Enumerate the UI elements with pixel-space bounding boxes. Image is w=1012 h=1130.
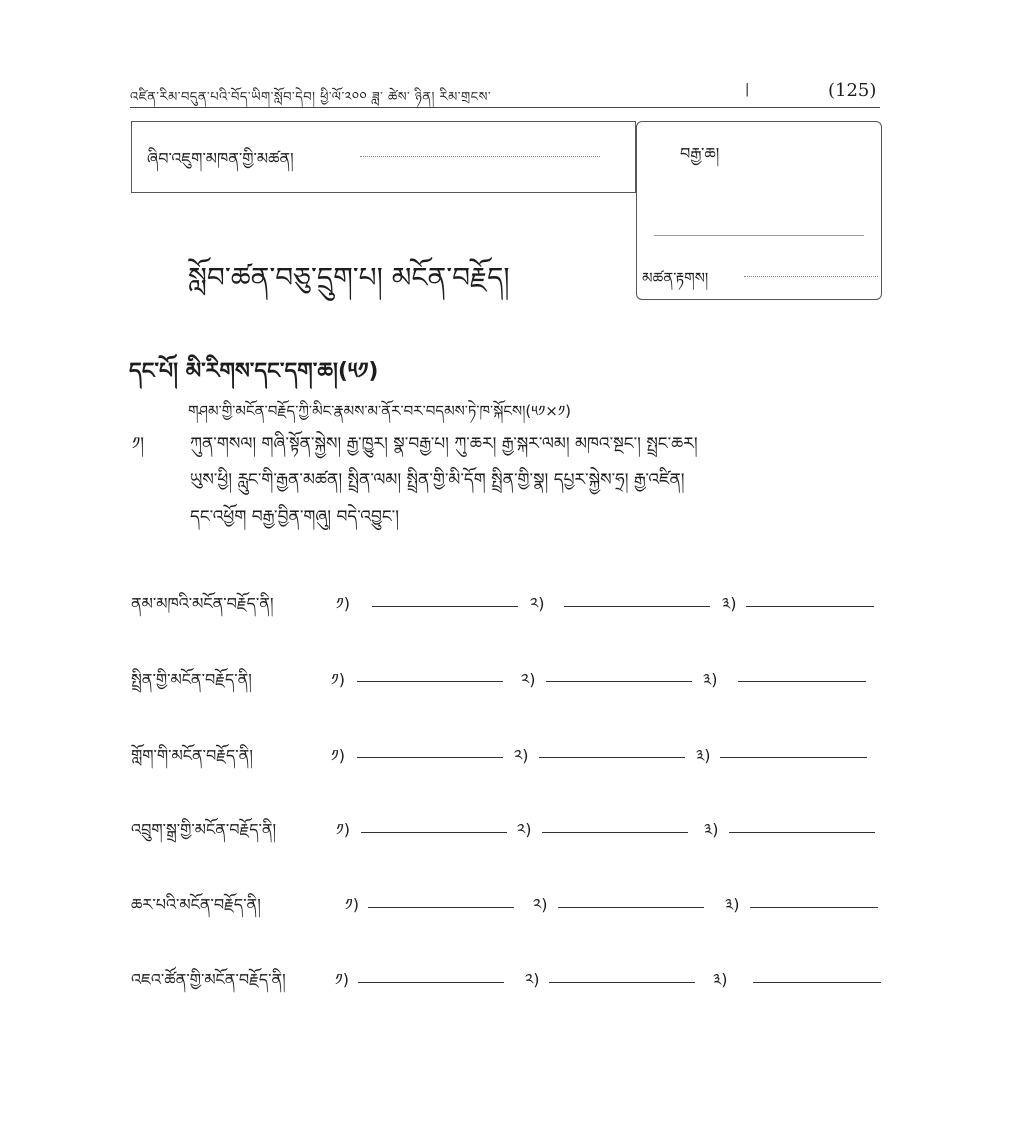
name-label: ཞིབ་འཇུག་མཁན་གྱི་མཚན། [147,149,294,168]
signature-dotted-line[interactable] [744,276,878,277]
header-separator: | [745,82,750,97]
answer-blank-2[interactable] [564,606,710,607]
word-line-1: ཀུན་གསལ། གཞི་སྟོན་སྐྱེས། རྒྱ་ཁྱུར། སྣ་བརྒྱ་པ། ཀུ་ཆར། རྒྱ་སྐར་ལམ། མཁའ་སྔང་། སྤྲང་ཆར། [190,434,698,454]
answer-blank-2[interactable] [558,907,704,908]
fill-row-label: ཆར་པའི་མངོན་བརྗོད་ནི། [131,895,261,914]
answer-number-3: ༣) [704,820,719,839]
page-number: (125) [828,80,877,101]
answer-blank-3[interactable] [729,832,875,833]
lesson-title: སློབ་ཚན་བཅུ་དྲུག་པ། མངོན་བརྗོད། [188,261,510,294]
answer-blank-3[interactable] [746,606,874,607]
answer-number-3: ༣) [703,670,718,689]
answer-number-2: ༢) [525,970,540,989]
instruction: གཤམ་གྱི་མངོན་བརྗོད་ཀྱི་མིང་རྣམས་མ་ནོར་བར་བདམས་ཏེ་ཁ་སྐོངས།(༥༡×༡) [188,402,571,420]
fill-row-label: གློག་གི་མངོན་བརྗོད་ནི། [131,746,253,765]
answer-number-2: ༢) [517,820,532,839]
answer-number-1: ༡) [331,746,345,765]
answer-number-2: ༢) [530,594,545,613]
score-label: བརྒྱ་ཆ། [680,144,720,163]
answer-blank-1[interactable] [361,832,507,833]
answer-blank-1[interactable] [357,681,503,682]
answer-blank-3[interactable] [753,982,881,983]
fill-row-label: འཇའ་ཚོན་གྱི་མངོན་བརྗོད་ནི། [131,970,286,989]
answer-blank-1[interactable] [357,757,503,758]
answer-blank-1[interactable] [358,982,504,983]
word-line-2: ཡུས་ཕྱི། རླུང་གི་རྒྱན་མཚན། སྤྲིན་ལམ། སྤྲིན་གྱི་མི་དོག སྤྲིན་གྱི་སྣ། དཔྱར་སྐྱེས་ཧྲ། རྒྱ་འཛིན། [190,470,685,490]
answer-blank-1[interactable] [368,907,514,908]
header-rule [130,107,880,108]
answer-number-1: ༡) [345,895,359,914]
answer-blank-2[interactable] [546,681,692,682]
answer-number-3: ༣) [722,594,737,613]
answer-number-1: ༡) [336,820,350,839]
answer-blank-2[interactable] [549,982,695,983]
answer-blank-2[interactable] [539,757,685,758]
answer-number-1: ༡) [331,670,345,689]
answer-blank-1[interactable] [372,606,518,607]
answer-number-2: ༢) [533,895,548,914]
fill-row-label: འབྲུག་སྒྲ་གྱི་མངོན་བརྗོད་ནི། [131,820,277,839]
word-line-3: དང་འཕྱོག བརྒྱ་བྱིན་གཞུ། བདེ་འབྱུང་། [190,507,400,527]
section-heading: དང་པོ། མི་རིགས་དང་དག་ཆ།(༥༡) [129,359,379,384]
name-dotted-line[interactable] [360,156,600,157]
answer-number-1: ༡) [336,594,350,613]
signature-label: མཚན་རྟགས། [642,269,709,287]
answer-number-2: ༢) [521,670,536,689]
answer-number-3: ༣) [696,746,711,765]
fill-row-label: སྤྲིན་གྱི་མངོན་བརྗོད་ནི། [131,670,252,689]
answer-blank-3[interactable] [738,681,866,682]
running-header: འཛིན་རིམ་བདུན་པའི་བོད་ཡིག་སློབ་དེབ། ཕྱི་ལོ་༢༠༠ ཟླ་ ཚེས་ ཉིན། རིམ་གྲངས་ [130,90,492,105]
answer-blank-3[interactable] [750,907,878,908]
score-divider [654,235,864,236]
answer-number-2: ༢) [514,746,529,765]
answer-number-1: ༡) [335,970,349,989]
answer-blank-2[interactable] [542,832,688,833]
answer-number-3: ༣) [713,970,728,989]
answer-blank-3[interactable] [720,757,867,758]
fill-row-label: ནམ་མཁའི་མངོན་བརྗོད་ནི། [131,594,274,613]
item-number: ༡། [132,434,145,454]
answer-number-3: ༣) [725,895,740,914]
